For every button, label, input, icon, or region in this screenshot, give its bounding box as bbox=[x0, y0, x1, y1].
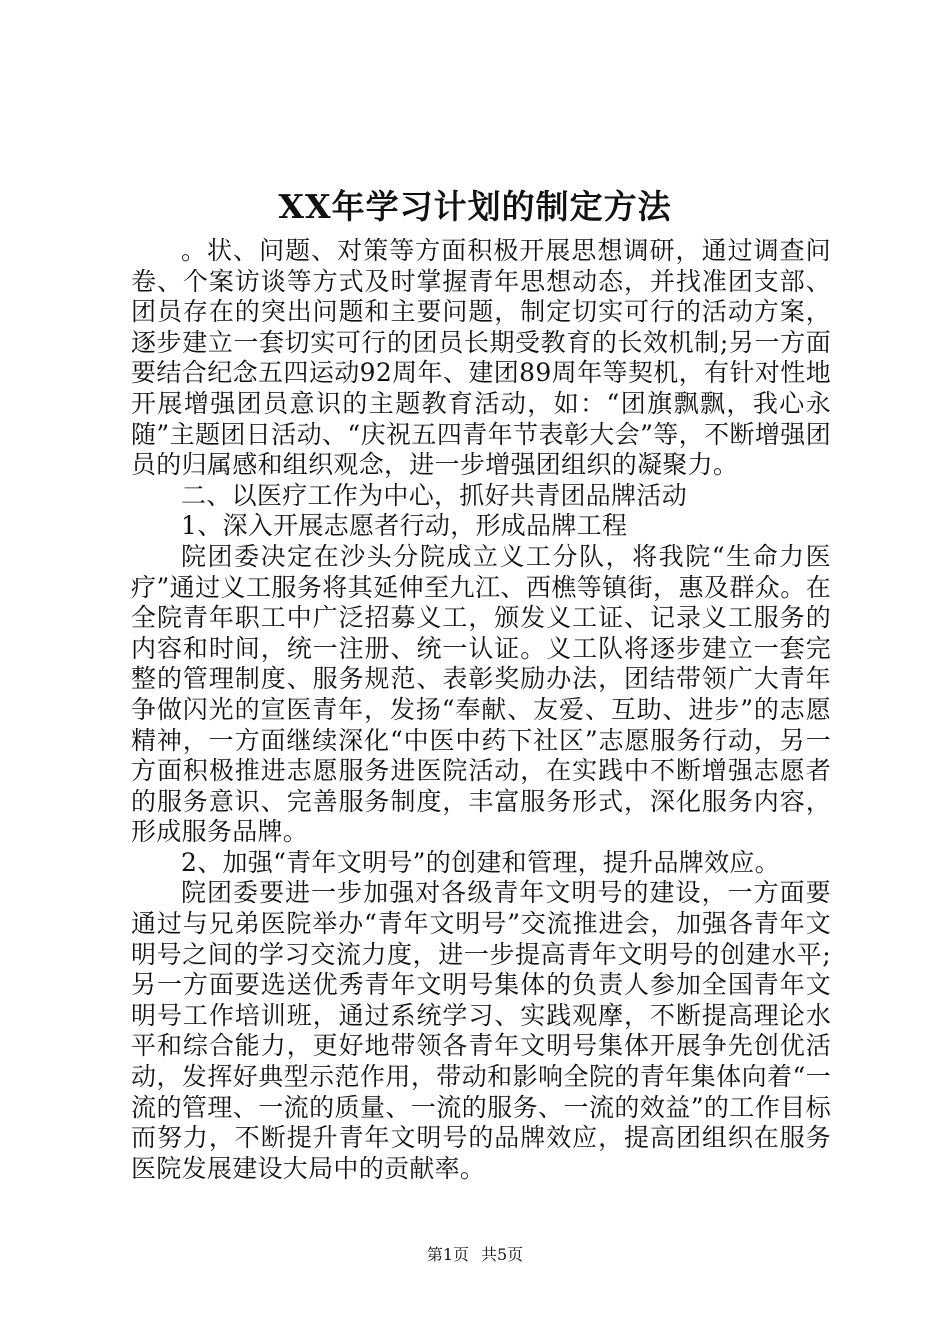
section-heading: 二、以医疗工作为中心，抓好共青团品牌活动 bbox=[181, 480, 688, 510]
subsection-heading: 2、加强“青年文明号”的创建和管理，提升品牌效应。 bbox=[181, 847, 780, 877]
paragraph: 院团委决定在沙头分院成立义工分队，将我院“生命力医疗”通过义工服务将其延伸至九江、西樵等镇街，惠及群众。在全院青年职工中广泛招募义工，颁发义工证、记录义工服务的内容和时间，统一注册、统一认证。义工队将逐步建立一套完整的管理制度、服务规范、表彰奖励办法，团结带领广大青年争做闪光的宣医青年，发扬“奉献、友爱、互助、进步”的志愿精神，一方面继续深化“中医中药下社区”志愿服务行动，另一方面积极推进志愿服务进医院活动，在实践中不断增强志愿者的服务意识、完善服务制度，丰富服务形式，深化服务内容，形成服务品牌。 bbox=[131, 541, 831, 847]
page-number: 第1页 bbox=[426, 1245, 469, 1264]
paragraph: 院团委要进一步加强对各级青年文明号的建设，一方面要通过与兄弟医院举办“青年文明号”交流推进会，加强各青年文明号之间的学习交流力度，进一步提高青年文明号的创建水平;另一方面要选送优秀青年文明号集体的负责人参加全国青年文明号工作培训班，通过系统学习、实践观摩，不断提高理论水平和综合能力，更好地带领各青年文明号集体开展争先创优活动，发挥好典型示范作用，带动和影响全院的青年集体向着“一流的管理、一流的质量、一流的服务、一流的效益”的工作目标而努力，不断提升青年文明号的品牌效应，提高团组织在服务医院发展建设大局中的贡献率。 bbox=[131, 878, 831, 1183]
page-footer bbox=[0, 1244, 950, 1266]
paragraph: 。状、问题、对策等方面积极开展思想调研，通过调查问卷、个案访谈等方式及时掌握青年思想动态，并找准团支部、团员存在的突出问题和主要问题，制定切实可行的活动方案，逐步建立一套切实可行的团员长期受教育的长效机制;另一方面要结合纪念五四运动92周年、建团89周年等契机，有针对性地开展增强团员意识的主题教育活动，如：“团旗飘飘，我心永随”主题团日活动、“庆祝五四青年节表彰大会”等，不断增强团员的归属感和组织观念，进一步增强团组织的凝聚力。 bbox=[131, 236, 831, 480]
document-title: XX年学习计划的制定方法 bbox=[278, 187, 672, 226]
subsection-heading: 1、深入开展志愿者行动，形成品牌工程 bbox=[181, 511, 628, 541]
document-body bbox=[131, 236, 831, 1184]
page-total: 共5页 bbox=[481, 1245, 524, 1264]
